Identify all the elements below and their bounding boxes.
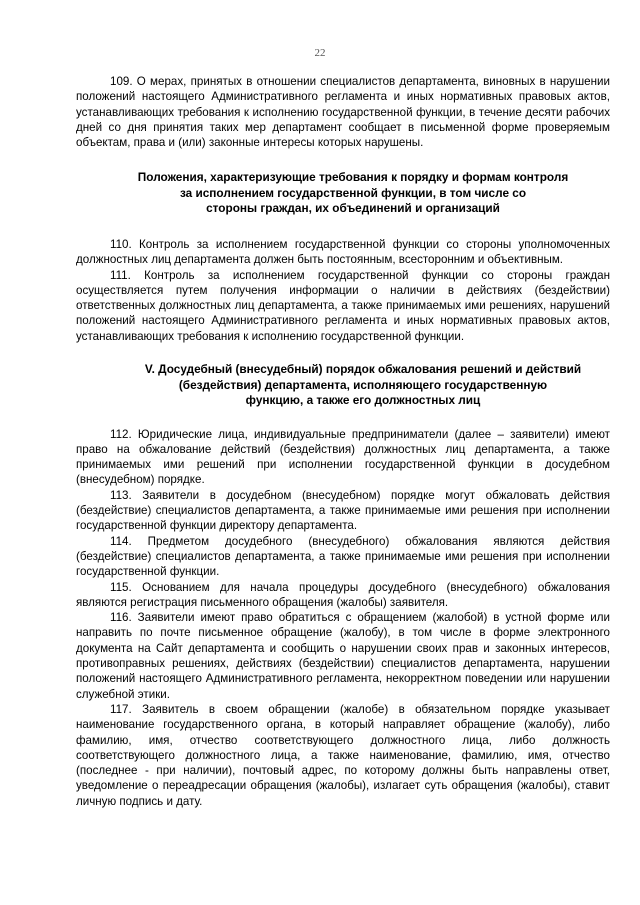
section-heading-control <box>76 170 610 217</box>
section-heading-appeal <box>76 362 610 409</box>
paragraph-109: 109. О мерах, принятых в отношении специалистов департамента, виновных в нарушении положений настоящего Административного регламента и иных нормативных правовых актов, устанавливающих требования к исполнению государственной функции, в течение десяти рабочих дней со дня принятия таких мер департамент сообщает в письменной форме проверяемым объектам, права и (или) законные интересы которых нарушены. <box>76 75 610 150</box>
paragraph-116: 116. Заявители имеют право обратиться с обращением (жалобой) в устной форме или направить по почте письменное обращение (жалобу), в том числе в форме электронного документа на Сайт департамента и сообщить о нарушении своих прав и законных интересов, противоправных решениях, действиях (бездействии) специалистов департамента, нарушении положений настоящего Административного регламента, некорректном поведении или нарушении служебной этики. <box>76 611 610 701</box>
heading-line: за исполнением государственной функции, в том числе со <box>179 185 527 200</box>
heading-line: Положения, характеризующие требования к порядку и формам контроля <box>137 170 569 185</box>
heading-line: V. Досудебный (внесудебный) порядок обжалования решений и действий <box>144 362 582 377</box>
heading-line: стороны граждан, их объединений и организаций <box>206 201 500 216</box>
paragraph-117: 117. Заявитель в своем обращении (жалобе) в обязательном порядке указывает наименование государственного органа, в который направляет обращение (жалобу), либо фамилию, имя, отчество соответствующего должностного лица, либо должность соответствующего должностного лица, а также наименование, фамилию, имя, отчество (последнее - при наличии), почтовый адрес, по которому должны быть направлены ответ, уведомление о переадресации обращения (жалобы), излагает суть обращения (жалобы), ставит личную подпись и дату. <box>76 702 610 808</box>
paragraph-110: 110. Контроль за исполнением государственной функции со стороны уполномоченных должностных лиц департамента должен быть постоянным, всесторонним и объективным. <box>76 237 610 267</box>
paragraph-111: 111. Контроль за исполнением государственной функции со стороны граждан осуществляется путем получения информации о наличии в действиях (бездействии) ответственных должностных лиц департамента, а также принимаемых ими решениях, нарушений положений настоящего Административного регламента и иных нормативных правовых актов, устанавливающих требования к исполнению государственной функции. <box>76 268 610 343</box>
page-number: 22 <box>314 47 326 59</box>
heading-line: функцию, а также его должностных лиц <box>245 393 481 408</box>
paragraph-112: 112. Юридические лица, индивидуальные предприниматели (далее – заявители) имеют право на обжалование действий (бездействия) должностных лиц департамента, а также принимаемых ими решений при исполнении государственной функции в досудебном (внесудебном) порядке. <box>76 427 610 487</box>
paragraph-115: 115. Основанием для начала процедуры досудебного (внесудебного) обжалования являются регистрация письменного обращения (жалобы) заявителя. <box>76 580 610 609</box>
heading-line: (бездействия) департамента, исполняющего государственную <box>178 377 548 392</box>
paragraph-114: 114. Предметом досудебного (внесудебного) обжалования являются действия (бездействие) специалистов департамента, а также принимаемые ими решения при исполнении государственной функции. <box>76 534 610 579</box>
paragraph-113: 113. Заявители в досудебном (внесудебном) порядке могут обжаловать действия (бездействие) специалистов департамента, а также принимаемые ими решения при исполнении государственной функции директору департамента. <box>76 488 610 533</box>
document-body <box>76 74 610 809</box>
